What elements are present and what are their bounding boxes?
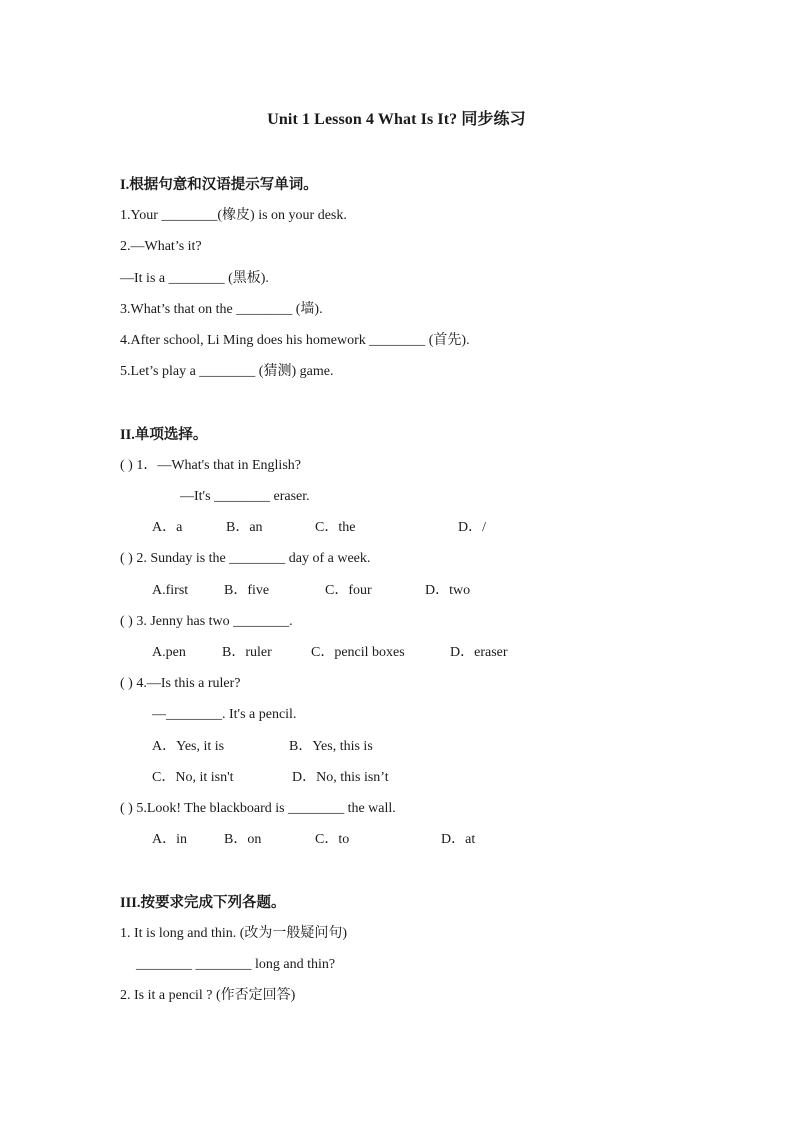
s2-q1-option-c: C．the xyxy=(315,520,356,535)
s2-q2-option-b: B．five xyxy=(224,583,270,598)
s2-q3-option-d: D．eraser xyxy=(450,645,508,660)
s2-q2-stem: ( ) 2. Sunday is the ________ day of a week. xyxy=(120,551,371,566)
s3-question-1: 1. It is long and thin. (改为一般疑问句) xyxy=(120,926,348,941)
s2-q4-option-c: C．No, it isn't xyxy=(152,770,234,785)
s2-q3-option-b: B．ruler xyxy=(222,645,272,660)
s2-q2-option-a: A.first xyxy=(152,583,189,598)
page-title: Unit 1 Lesson 4 What Is It? 同步练习 xyxy=(267,111,526,128)
s2-q1-stem2: —It's ________ eraser. xyxy=(180,489,310,504)
s1-question-4: 4.After school, Li Ming does his homework ________ (首先). xyxy=(120,333,470,348)
s2-q5-option-d: D．at xyxy=(441,832,476,847)
s1-question-5: 5.Let’s play a ________ (猜测) game. xyxy=(120,364,334,379)
s2-q4-option-d: D．No, this isn’t xyxy=(292,770,389,785)
s2-q1-option-d: D．/ xyxy=(458,520,486,535)
s2-q1-stem: ( ) 1．—What's that in English? xyxy=(120,458,301,473)
s2-q2-option-c: C．four xyxy=(325,583,372,598)
s2-q1-option-b: B．an xyxy=(226,520,263,535)
section-3-heading: III.按要求完成下列各题。 xyxy=(120,895,286,911)
s2-q5-option-a: A．in xyxy=(152,832,187,847)
s2-q1-option-a: A．a xyxy=(152,520,183,535)
s1-question-1: 1.Your ________(橡皮) is on your desk. xyxy=(120,208,347,223)
s3-question-2: 2. Is it a pencil ? (作否定回答) xyxy=(120,988,296,1003)
s2-q4-option-a: A．Yes, it is xyxy=(152,739,225,754)
section-2-heading: II.单项选择。 xyxy=(120,427,208,443)
s2-q3-option-a: A.pen xyxy=(152,645,186,660)
s2-q3-stem: ( ) 3. Jenny has two ________. xyxy=(120,614,293,629)
s1-question-2: 2.—What’s it? xyxy=(120,239,202,254)
s3-question-1-answer: ________ ________ long and thin? xyxy=(136,957,336,972)
s2-q2-option-d: D．two xyxy=(425,583,471,598)
section-1-heading: I.根据句意和汉语提示写单词。 xyxy=(120,177,318,193)
s2-q5-option-c: C．to xyxy=(315,832,350,847)
s2-q4-option-b: B．Yes, this is xyxy=(289,739,373,754)
s2-q3-option-c: C．pencil boxes xyxy=(311,645,405,660)
s1-question-3: 3.What’s that on the ________ (墙). xyxy=(120,302,323,317)
s2-q5-option-b: B．on xyxy=(224,832,262,847)
s1-question-2-answer: —It is a ________ (黑板). xyxy=(120,271,269,286)
s2-q5-stem: ( ) 5.Look! The blackboard is ________ the wall. xyxy=(120,801,396,816)
s2-q4-stem: ( ) 4.—Is this a ruler? xyxy=(120,676,241,691)
s2-q4-stem2: —________. It's a pencil. xyxy=(152,707,297,722)
